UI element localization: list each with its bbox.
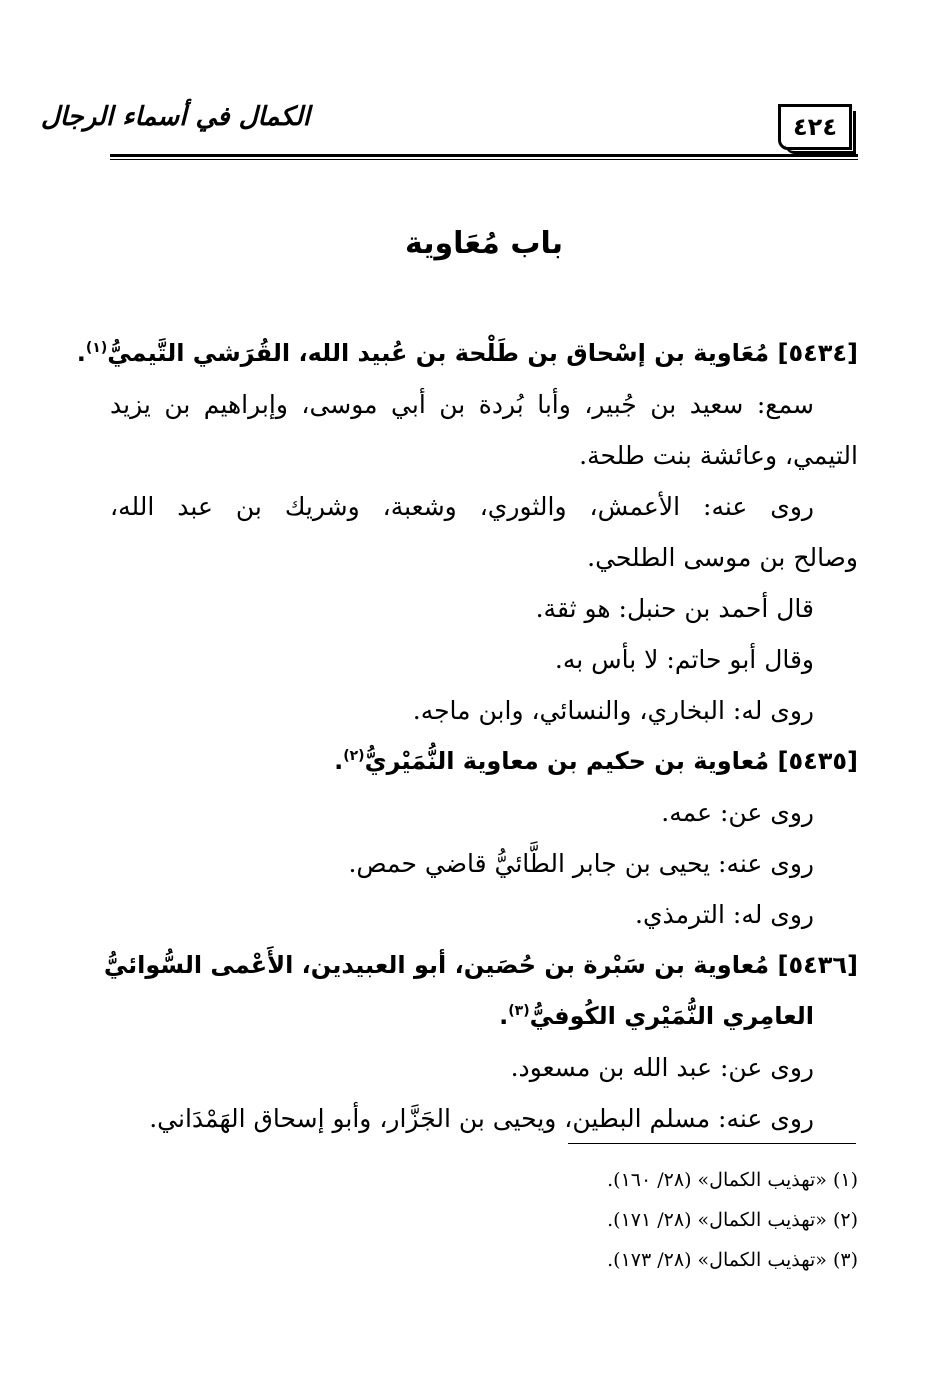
text-line: روى عنه: يحيى بن جابر الطَّائيُّ قاضي حمص.	[348, 849, 814, 878]
page-number	[778, 104, 852, 150]
text-line: روى عنه: الأعمش، والثوري، وشعبة، وشريك بن عبد الله،	[110, 492, 814, 521]
header-rule	[110, 154, 858, 157]
footnote-separator	[568, 1143, 856, 1144]
entry-number: [٥٤٣٦]	[777, 951, 858, 979]
footnote-2: (٢) «تهذيب الكمال» (٢٨/ ١٧١).	[607, 1209, 858, 1231]
text-line: روى عنه: مسلم البطين، ويحيى بن الجَزَّار، وأبو إسحاق الهَمْدَاني.	[149, 1104, 814, 1133]
entry-end: .	[334, 747, 344, 775]
entry-heading-5434	[76, 328, 858, 379]
entry-name: مُعاوية بن سَبْرة بن حُصَين، أبو العبيدين، الأَعْمى السُّوائيُّ	[103, 951, 770, 979]
entry-name: مُعَاوية بن إسْحاق بن طَلْحة بن عُبيد الله، القُرَشي التَّيميُّ	[107, 339, 770, 367]
entry-name-continued: العامِري النُّمَيْري الكُوفيُّ	[529, 1002, 814, 1030]
entry-end: .	[499, 1002, 509, 1030]
entry-number: [٥٤٣٥]	[777, 747, 858, 775]
footnote-ref: (٣)	[508, 1003, 530, 1019]
header-rule-thin	[110, 159, 858, 160]
footnote-3: (٣) «تهذيب الكمال» (٢٨/ ١٧٣).	[607, 1249, 858, 1271]
entry-heading-5435	[110, 736, 858, 787]
text-line: روى له: الترمذي.	[635, 900, 814, 929]
text-line: سمع: سعيد بن جُبير، وأبا بُردة بن أبي موسى، وإبراهيم بن يزيد	[110, 390, 814, 419]
entry-heading-5436-cont	[110, 991, 858, 1042]
main-text	[76, 328, 858, 1144]
text-line: التيمي، وعائشة بنت طلحة.	[579, 441, 858, 470]
entry-name: مُعاوية بن حكيم بن معاوية النُّمَيْريُّ	[364, 747, 770, 775]
text-line: روى عن: عمه.	[661, 798, 814, 827]
entry-end: .	[76, 339, 86, 367]
text-line: وصالح بن موسى الطلحي.	[587, 543, 858, 572]
text-line: روى عن: عبد الله بن مسعود.	[510, 1053, 814, 1082]
footnotes	[110, 1160, 858, 1280]
page-number-text: ٤٢٤	[793, 113, 837, 141]
entry-heading-5436	[103, 940, 858, 991]
text-line: روى له: البخاري، والنسائي، وابن ماجه.	[412, 696, 814, 725]
footnote-ref: (١)	[85, 340, 108, 356]
text-line: وقال أبو حاتم: لا بأس به.	[554, 645, 814, 674]
text-line: قال أحمد بن حنبل: هو ثقة.	[535, 594, 814, 623]
entry-number: [٥٤٣٤]	[777, 339, 858, 367]
footnote-ref: (٢)	[343, 748, 365, 764]
footnote-1: (١) «تهذيب الكمال» (٢٨/ ١٦٠).	[607, 1169, 858, 1191]
running-title-calligraphy: الكمال في أسماء الرجال	[40, 102, 310, 132]
chapter-title: باب مُعَاوية	[405, 226, 563, 261]
